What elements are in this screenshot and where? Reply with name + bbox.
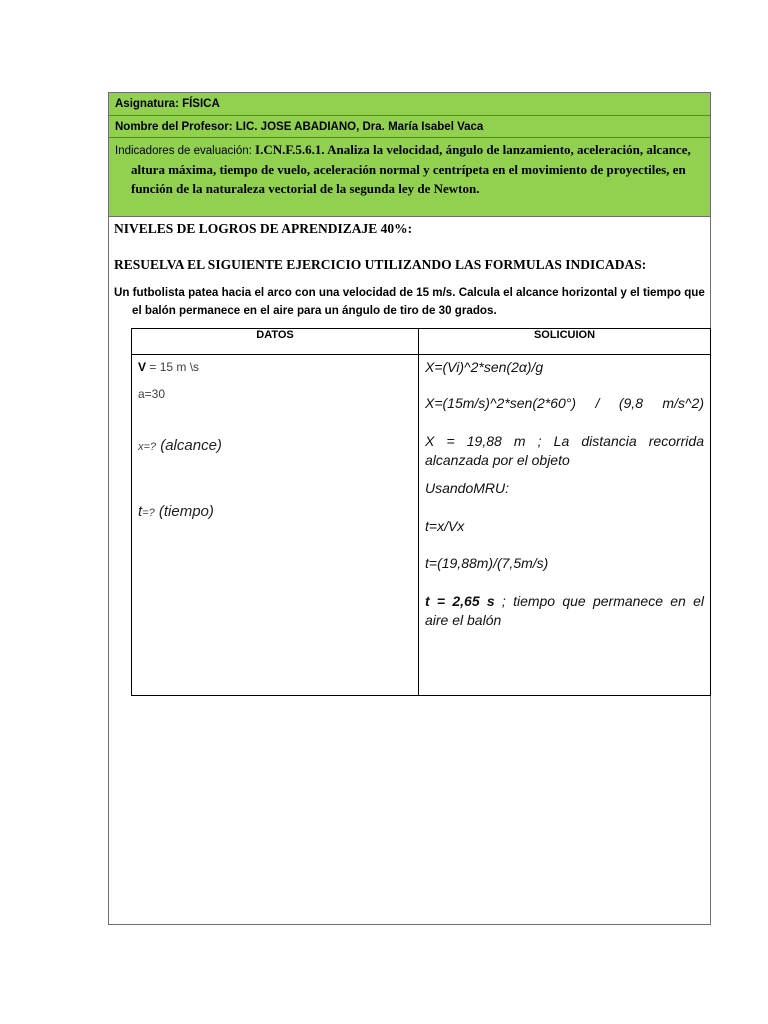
solucion-header: SOLICUION: [419, 329, 711, 355]
range-formula: X=(Vi)^2*sen(2α)/g: [425, 359, 544, 375]
indicators-text: aceleración, alcance, altura máxima, tiempo de vuelo, aceleración normal y centrípeta en el movimiento de proyectiles, en función de la naturaleza vectorial de la segunda ley de Newton.: [131, 142, 691, 196]
subject-text: Asignatura: FÍSICA: [115, 98, 220, 110]
subject-row: [109, 93, 710, 116]
teacher-row: [109, 116, 710, 138]
datos-header: DATOS: [132, 329, 419, 355]
range-unknown: x=? (alcance): [138, 437, 222, 454]
range-substitution: X=(15m/s)^2*sen(2*60°) / (9,8 m/s^2): [425, 395, 704, 411]
range-result-line1: X = 19,88 m ; La distancia recorrida: [425, 433, 704, 449]
datos-cell: [132, 355, 419, 696]
teacher-text: Nombre del Profesor: LIC. JOSE ABADIANO, Dra. María Isabel Vaca: [115, 121, 484, 133]
indicators-label: Indicadores de evaluación:: [115, 145, 252, 157]
evaluation-sheet: [108, 92, 711, 925]
solution-table: [131, 328, 711, 696]
achievement-levels-heading: NIVELES DE LOGROS DE APRENDIZAJE 40%:: [114, 221, 413, 236]
instruction-heading: RESUELVA EL SIGUIENTE EJERCICIO UTILIZANDO LAS FORMULAS INDICADAS:: [114, 257, 647, 272]
indicators-row: [109, 138, 710, 217]
mru-heading: UsandoMRU:: [425, 480, 510, 496]
time-formula: t=x/Vx: [425, 518, 465, 534]
time-unknown: t=? (tiempo): [138, 503, 214, 520]
indicators-text-line1: I.CN.F.5.6.1. Analiza la velocidad, ángulo de lanzamiento,: [255, 142, 574, 157]
solucion-cell: [419, 355, 711, 696]
time-result-line2: aire el balón: [425, 612, 502, 628]
time-substitution: t=(19,88m)/(7,5m/s): [425, 555, 549, 571]
velocity-given: V = 15 m \s: [138, 360, 200, 374]
angle-given: a=30: [138, 387, 166, 401]
range-result-line2: alcanzada por el objeto: [425, 452, 570, 468]
time-result-line1: t = 2,65 s ; tiempo que permanece en el: [425, 593, 704, 609]
problem-statement: Un futbolista patea hacia el arco con una velocidad de 15 m/s. Calcula el alcance horizontal y el tiempo que el balón permanece en el aire para un ángulo de tiro de 30 grados.: [114, 286, 705, 317]
